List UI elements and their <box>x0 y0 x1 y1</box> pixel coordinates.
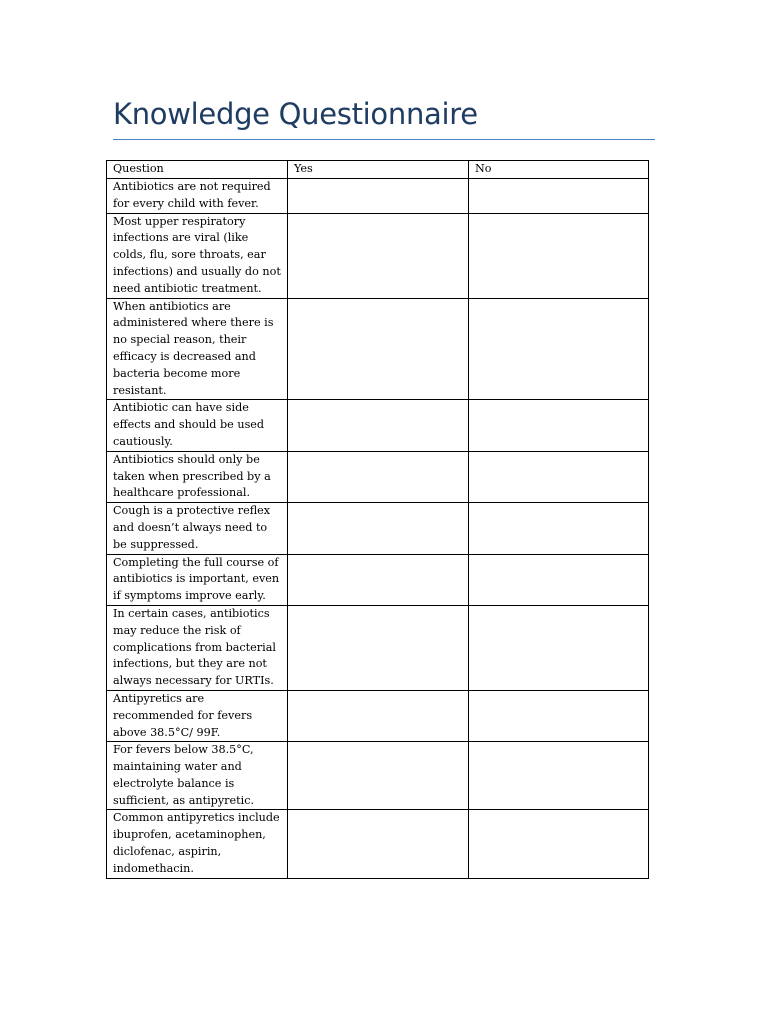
yes-cell[interactable] <box>288 554 469 605</box>
question-cell: Antibiotics are not required for every child with fever. <box>107 179 288 214</box>
table-row <box>107 554 649 605</box>
table-row <box>107 503 649 554</box>
no-cell[interactable] <box>469 179 649 214</box>
question-cell: Antibiotic can have side effects and should be used cautiously. <box>107 400 288 451</box>
yes-cell[interactable] <box>288 690 469 741</box>
yes-cell[interactable] <box>288 179 469 214</box>
title-divider <box>113 139 655 140</box>
question-cell: Antipyretics are recommended for fevers above 38.5°C/ 99F. <box>107 690 288 741</box>
table-header-row <box>107 161 649 179</box>
no-cell[interactable] <box>469 742 649 810</box>
table-row <box>107 690 649 741</box>
no-cell[interactable] <box>469 213 649 298</box>
yes-cell[interactable] <box>288 451 469 502</box>
question-cell: In certain cases, antibiotics may reduce the risk of complications from bacterial infections, but they are not always necessary for URTIs. <box>107 605 288 690</box>
header-yes: Yes <box>288 161 469 179</box>
questionnaire-table <box>106 160 649 879</box>
table-row <box>107 298 649 400</box>
table-row <box>107 742 649 810</box>
table-row <box>107 810 649 878</box>
table-row <box>107 213 649 298</box>
no-cell[interactable] <box>469 810 649 878</box>
header-no: No <box>469 161 649 179</box>
no-cell[interactable] <box>469 451 649 502</box>
table-row <box>107 400 649 451</box>
page-title: Knowledge Questionnaire <box>113 97 478 131</box>
no-cell[interactable] <box>469 503 649 554</box>
no-cell[interactable] <box>469 554 649 605</box>
no-cell[interactable] <box>469 690 649 741</box>
yes-cell[interactable] <box>288 742 469 810</box>
header-question: Question <box>107 161 288 179</box>
no-cell[interactable] <box>469 605 649 690</box>
table-row <box>107 451 649 502</box>
question-cell: Cough is a protective reflex and doesn’t always need to be suppressed. <box>107 503 288 554</box>
question-cell: For fevers below 38.5°C, maintaining water and electrolyte balance is sufficient, as antipyretic. <box>107 742 288 810</box>
question-cell: Most upper respiratory infections are viral (like colds, flu, sore throats, ear infections) and usually do not need antibiotic treatment. <box>107 213 288 298</box>
table-row <box>107 179 649 214</box>
question-cell: When antibiotics are administered where there is no special reason, their efficacy is decreased and bacteria become more resistant. <box>107 298 288 400</box>
yes-cell[interactable] <box>288 503 469 554</box>
question-cell: Antibiotics should only be taken when prescribed by a healthcare professional. <box>107 451 288 502</box>
question-cell: Common antipyretics include ibuprofen, acetaminophen, diclofenac, aspirin, indomethacin. <box>107 810 288 878</box>
question-cell: Completing the full course of antibiotics is important, even if symptoms improve early. <box>107 554 288 605</box>
no-cell[interactable] <box>469 298 649 400</box>
yes-cell[interactable] <box>288 213 469 298</box>
no-cell[interactable] <box>469 400 649 451</box>
yes-cell[interactable] <box>288 400 469 451</box>
yes-cell[interactable] <box>288 605 469 690</box>
table-row <box>107 605 649 690</box>
yes-cell[interactable] <box>288 810 469 878</box>
yes-cell[interactable] <box>288 298 469 400</box>
